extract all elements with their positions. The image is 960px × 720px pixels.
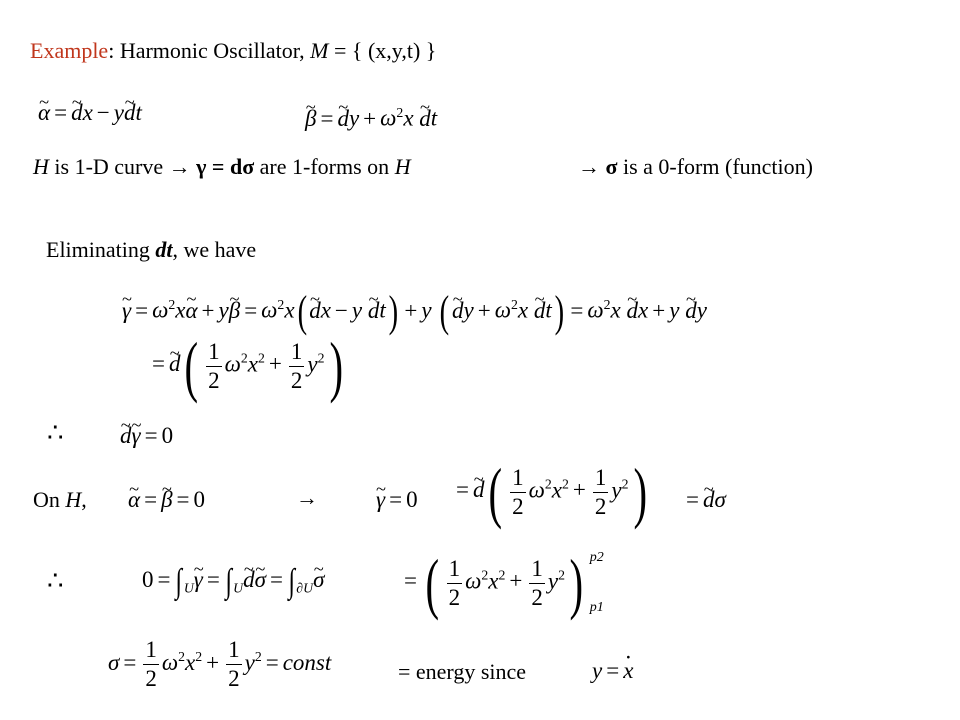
on-h-label: On H,: [33, 487, 87, 512]
closed-form-equation: ~ d~ γ = 0: [120, 421, 173, 451]
h-symbol-2: H: [394, 154, 411, 179]
gamma-expansion-equation: ~ $\gamma = \omega^2x\sim$ α + y~ $\beta = \omega^2x(\sim$ dx − y ~ dt) + y (~ dy + $\omega^2x$ ~ $dt) = \omega^2x$ ~ dx + y ~ dy: [122, 290, 707, 327]
curve-statement: [33, 154, 411, 180]
manifold-symbol: M: [310, 38, 329, 63]
h-symbol: H: [33, 154, 49, 179]
beta-definition: ~ β =~ dy + $\omega^2x$ ~ dt: [305, 98, 437, 134]
implies-arrow: →: [296, 485, 318, 510]
evaluated-potential: = ( $\frac{1}{2}$ $\omega^2x^2$ + $\frac{1}{2}$ $y^2$) p2 p1: [404, 545, 604, 621]
slide-title: [30, 38, 436, 64]
alpha-beta-zero: ~ α =~ β = 0: [128, 485, 205, 515]
energy-text: = energy since: [398, 659, 527, 684]
d-sigma: =~ dσ: [682, 485, 726, 515]
gamma-exact-on-h: =~ d( $\frac{1}{2}$ $\omega^2x^2$ + $\frac{1}{2}$ $y^2$): [452, 462, 651, 522]
therefore-symbol-2: ∴: [47, 566, 64, 595]
exact-form-equation: =~ d( $\frac{1}{2}$ $\omega^2x^2$ + $\frac{1}{2}$ $y^2$): [148, 336, 347, 396]
arrow-symbol: →: [578, 154, 606, 179]
dt-symbol: dt: [155, 237, 173, 262]
gamma-zero: ~ γ = 0: [376, 485, 418, 515]
eliminating-line: Eliminating dt, we have: [46, 237, 257, 262]
statement-text-b: are 1-forms on: [254, 154, 395, 179]
title-example-word: Example: [30, 38, 109, 63]
sigma-statement-text: is a 0-form (function): [617, 154, 813, 179]
lower-limit: p1: [589, 600, 604, 615]
title-text: : Harmonic Oscillator,: [108, 38, 311, 63]
upper-limit: p2: [589, 550, 604, 565]
sigma-statement: [578, 154, 813, 180]
velocity-equation: y =· x: [592, 656, 633, 686]
manifold-set: = { (x,y,t) }: [328, 38, 437, 63]
sigma-symbol: σ: [605, 154, 618, 179]
gamma-definition: γ = dσ: [196, 154, 255, 179]
therefore-symbol-1: ∴: [47, 418, 64, 447]
alpha-definition: ~ α =~ dx − y~ dt: [38, 98, 142, 128]
sigma-constant-equation: σ = $\frac{1}{2}$ $\omega^2x^2$ + $\frac{1}{2}$ $y^2$ = const: [108, 637, 332, 691]
statement-text-a: is 1-D curve →: [48, 154, 197, 179]
integral-equation: $0 = \int_U\sim$ $\gamma = \int_U\sim$ d~ $\sigma = \int_{\partial U}\sim$ σ: [142, 565, 324, 604]
